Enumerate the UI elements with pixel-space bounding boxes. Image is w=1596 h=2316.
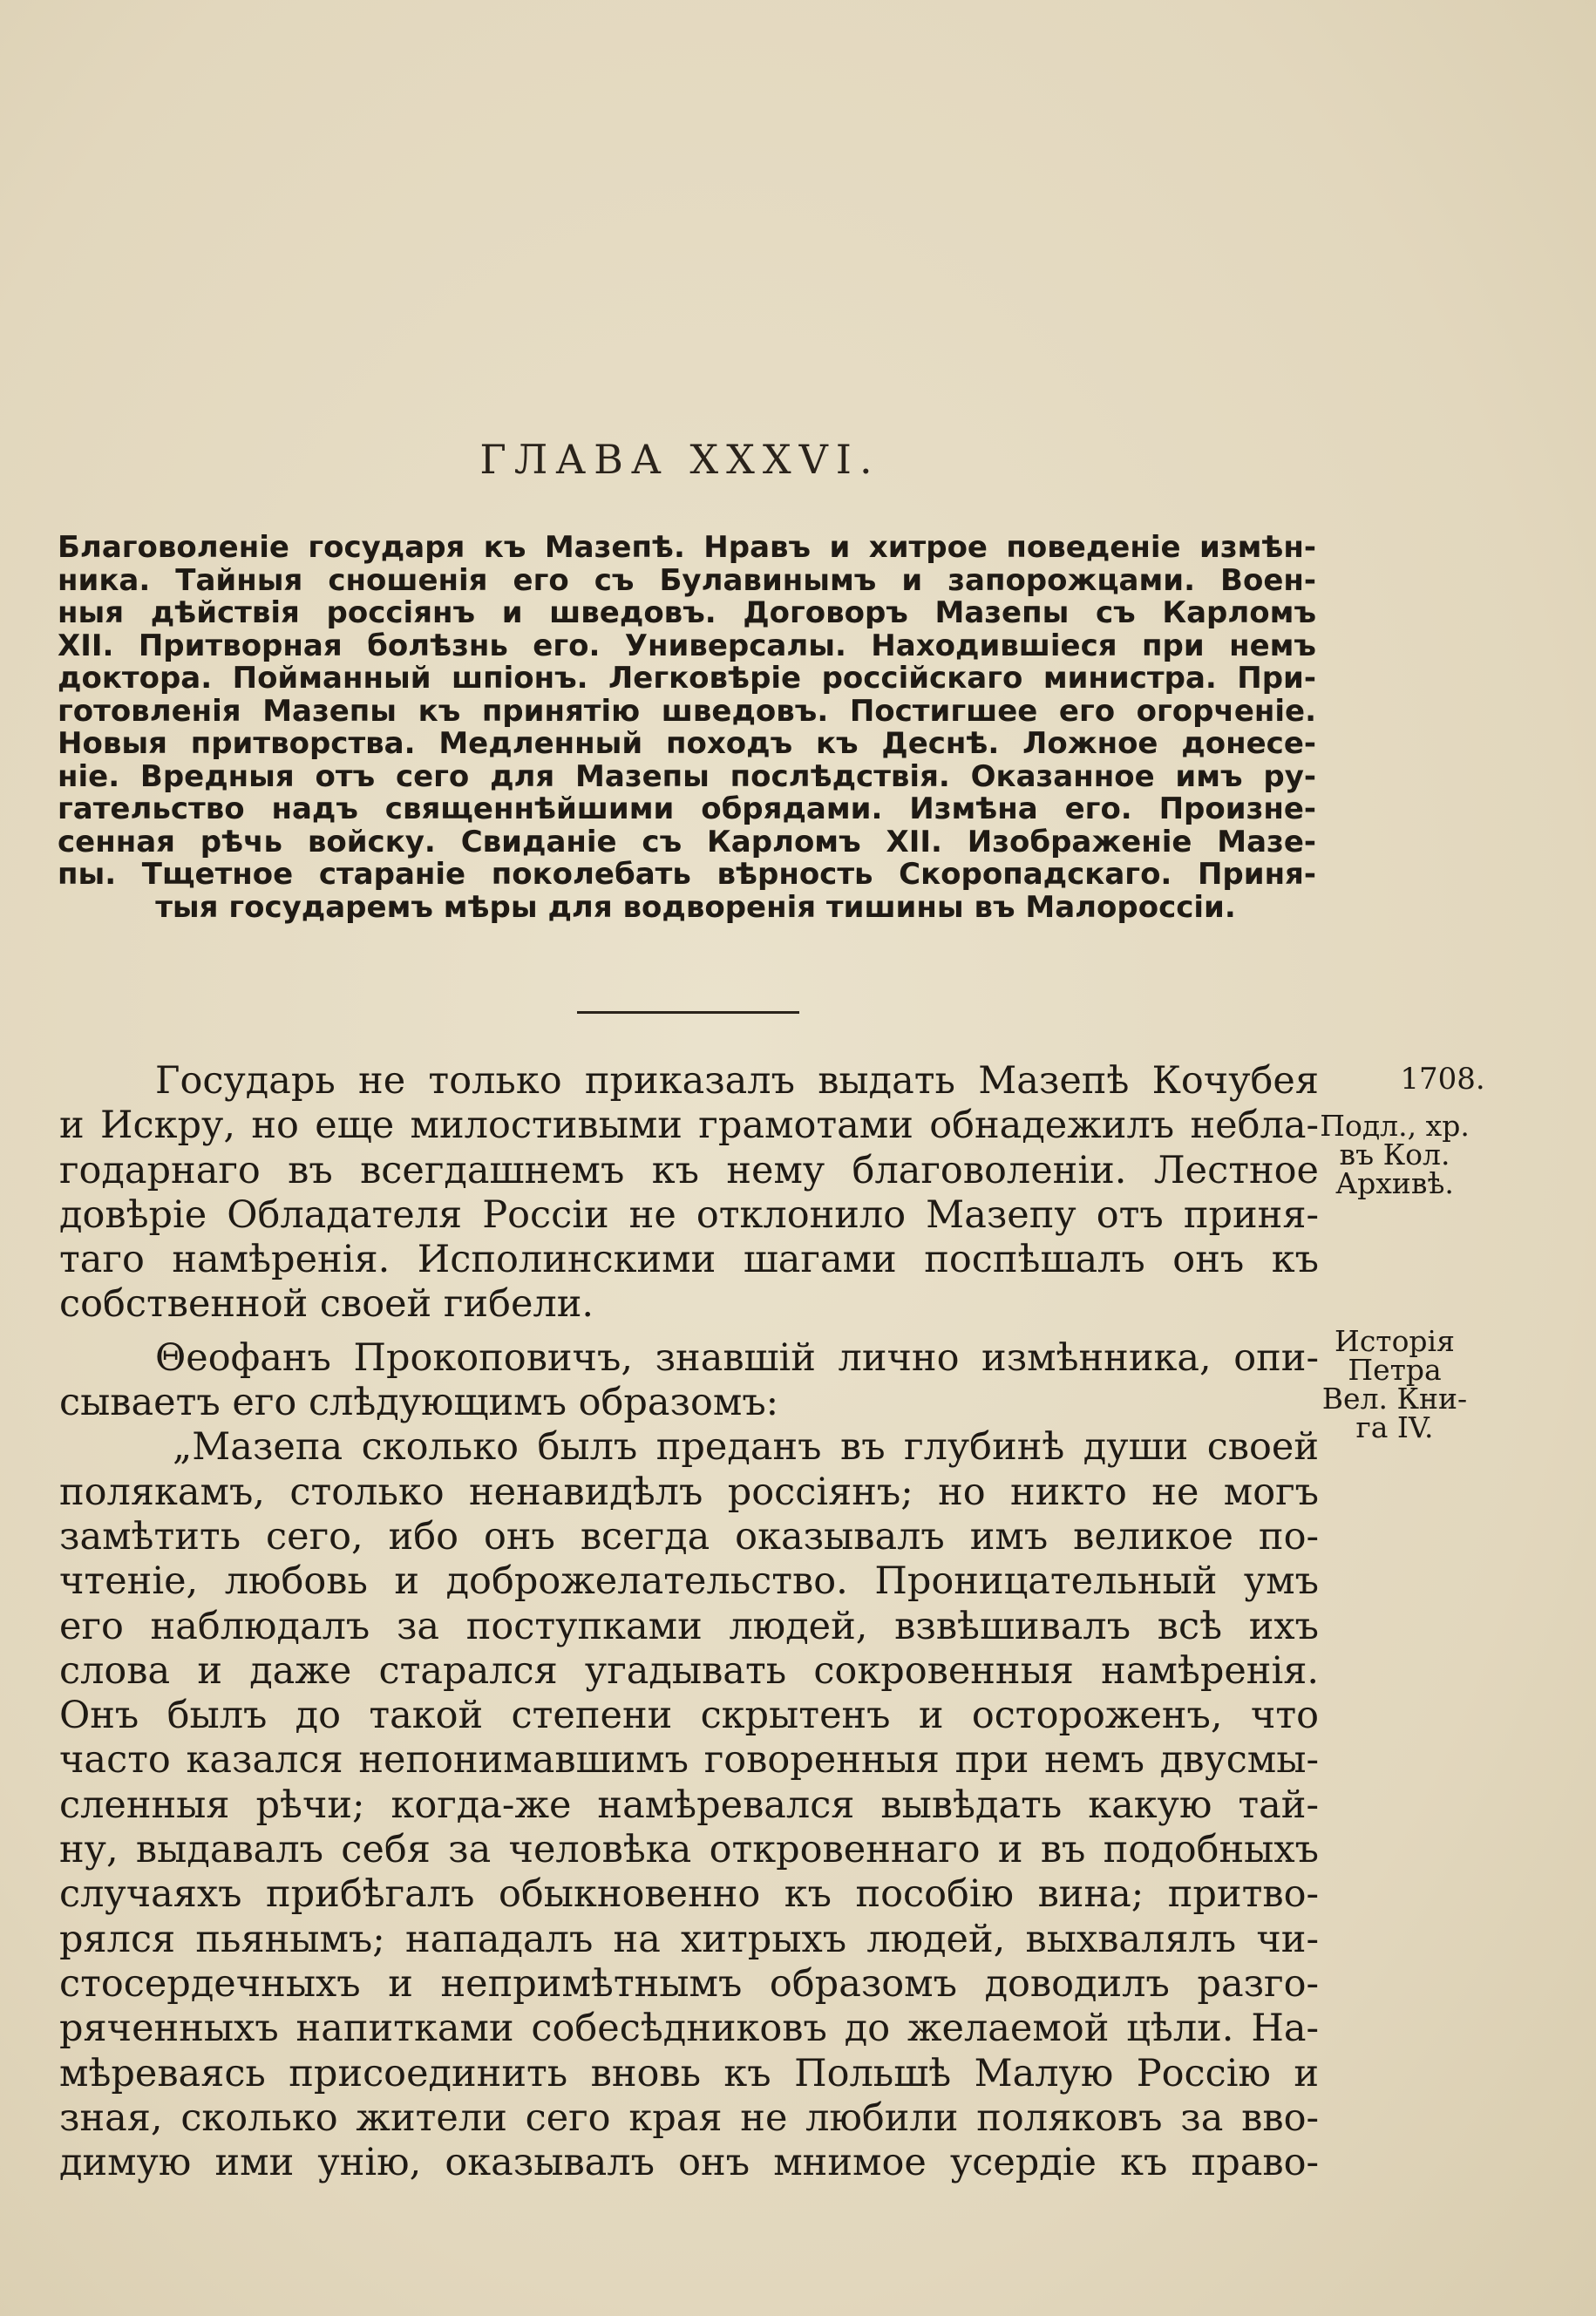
- section-divider: [577, 1011, 799, 1014]
- text-line: таго намѣренiя. Исполинскими шагами поспѣшалъ онъ къ: [59, 1238, 1319, 1282]
- summary-line: гательство надъ священнѣйшими обрядами. Измѣна его. Произне-: [58, 793, 1316, 826]
- margin-history-note: [1312, 1324, 1477, 1444]
- margin-note-line: Петра: [1348, 1353, 1442, 1387]
- summary-line: сенная рѣчь войску. Свиданiе съ Карломъ XII. Изображенiе Мазе-: [58, 825, 1316, 859]
- text-line: его наблюдалъ за поступками людей, взвѣшивалъ всѣ ихъ: [59, 1604, 1319, 1648]
- summary-line: доктора. Пойманный шпiонъ. Легковѣрiе россiйскаго министра. При-: [58, 662, 1316, 696]
- margin-note-line: Исторiя: [1335, 1324, 1455, 1358]
- text-line: годарнаго въ всегдашнемъ къ нему благоволенiи. Лестное: [59, 1148, 1319, 1192]
- text-line: чтенiе, любовь и доброжелательство. Проницательный умъ: [59, 1559, 1319, 1604]
- chapter-summary: [58, 532, 1316, 924]
- summary-line: тыя государемъ мѣры для водворенiя тишины въ Малороссiи.: [155, 891, 1236, 924]
- text-line: стосердечныхъ и непримѣтнымъ образомъ доводилъ разго-: [59, 1961, 1319, 2006]
- margin-note-line: га IV.: [1355, 1410, 1434, 1444]
- margin-note-line: въ Кол.: [1339, 1138, 1450, 1172]
- text-line: Государь не только приказалъ выдать Мазепѣ Кочубея: [155, 1059, 1319, 1103]
- text-line: собственной своей гибели.: [59, 1282, 594, 1327]
- margin-year: 1708.: [1400, 1062, 1485, 1097]
- main-text: [59, 1059, 1319, 2185]
- margin-note-line: Подл., хр.: [1320, 1109, 1470, 1143]
- text-line: мѣреваясь присоединить вновь къ Польшѣ Малую Россiю и: [59, 2051, 1319, 2095]
- text-line: ряченныхъ напитками собесѣдниковъ до желаемой цѣли. На-: [59, 2007, 1319, 2051]
- text-line: Θеофанъ Прокоповичъ, знавшiй лично измѣнника, опи-: [155, 1335, 1319, 1380]
- text-line: и Искру, но еще милостивыми грамотами обнадежилъ небла-: [59, 1104, 1319, 1148]
- text-line: часто казался непонимавшимъ говоренныя при немъ двусмы-: [59, 1738, 1319, 1783]
- summary-line: пы. Тщетное старанiе поколебать вѣрность Скоропадскаго. Приня-: [58, 859, 1316, 892]
- text-line: „Мазепа сколько былъ преданъ въ глубинѣ души своей: [173, 1425, 1319, 1470]
- summary-line: ныя дѣйствiя россiянъ и шведовъ. Договоръ Мазепы съ Карломъ: [58, 597, 1316, 630]
- text-line: зная, сколько жители сего края не любили поляковъ за вво-: [59, 2095, 1319, 2140]
- text-line: сленныя рѣчи; когда-же намѣревался вывѣдать какую тай-: [59, 1783, 1319, 1827]
- text-line: сываетъ его слѣдующимъ образомъ:: [59, 1381, 779, 1425]
- text-line: замѣтить сего, ибо онъ всегда оказывалъ имъ великое по-: [59, 1514, 1319, 1559]
- summary-line: нiе. Вредныя отъ сего для Мазепы послѣдствiя. Оказанное имъ ру-: [58, 760, 1316, 793]
- text-line: довѣрiе Обладателя Россiи не отклонило Мазепу отъ приня-: [59, 1192, 1319, 1237]
- text-line: случаяхъ прибѣгалъ обыкновенно къ пособiю вина; притво-: [59, 1872, 1319, 1917]
- text-line: ну, выдавалъ себя за человѣка откровеннаго и въ подобныхъ: [59, 1828, 1319, 1872]
- margin-source-note: [1312, 1111, 1477, 1198]
- summary-line: XII. Притворная болѣзнь его. Универсалы. Находившiеся при немъ: [58, 629, 1316, 662]
- text-line: димую ими унiю, оказывалъ онъ мнимое усердiе къ право-: [59, 2141, 1319, 2185]
- chapter-title: ГЛАВА XXXVI.: [479, 436, 880, 483]
- margin-note-line: Вел. Кни-: [1321, 1382, 1468, 1416]
- summary-line: Новыя притворства. Медленный походъ къ Деснѣ. Ложное донесе-: [58, 728, 1316, 761]
- margin-note-line: Архивѣ.: [1335, 1166, 1454, 1200]
- summary-line: Благоволенiе государя къ Мазепѣ. Нравъ и хитрое поведенiе измѣн-: [58, 532, 1316, 565]
- summary-line: ника. Тайныя сношенiя его съ Булавинымъ и запорожцами. Воен-: [58, 564, 1316, 597]
- text-line: Онъ былъ до такой степени скрытенъ и остороженъ, что: [59, 1694, 1319, 1738]
- text-line: рялся пьянымъ; нападалъ на хитрыхъ людей, выхвалялъ чи-: [59, 1917, 1319, 1961]
- text-line: полякамъ, столько ненавидѣлъ россiянъ; но никто не могъ: [59, 1470, 1319, 1514]
- summary-line: готовленiя Мазепы къ принятiю шведовъ. Постигшее его огорченiе.: [58, 695, 1316, 728]
- text-line: слова и даже старался угадывать сокровенныя намѣренiя.: [59, 1648, 1319, 1693]
